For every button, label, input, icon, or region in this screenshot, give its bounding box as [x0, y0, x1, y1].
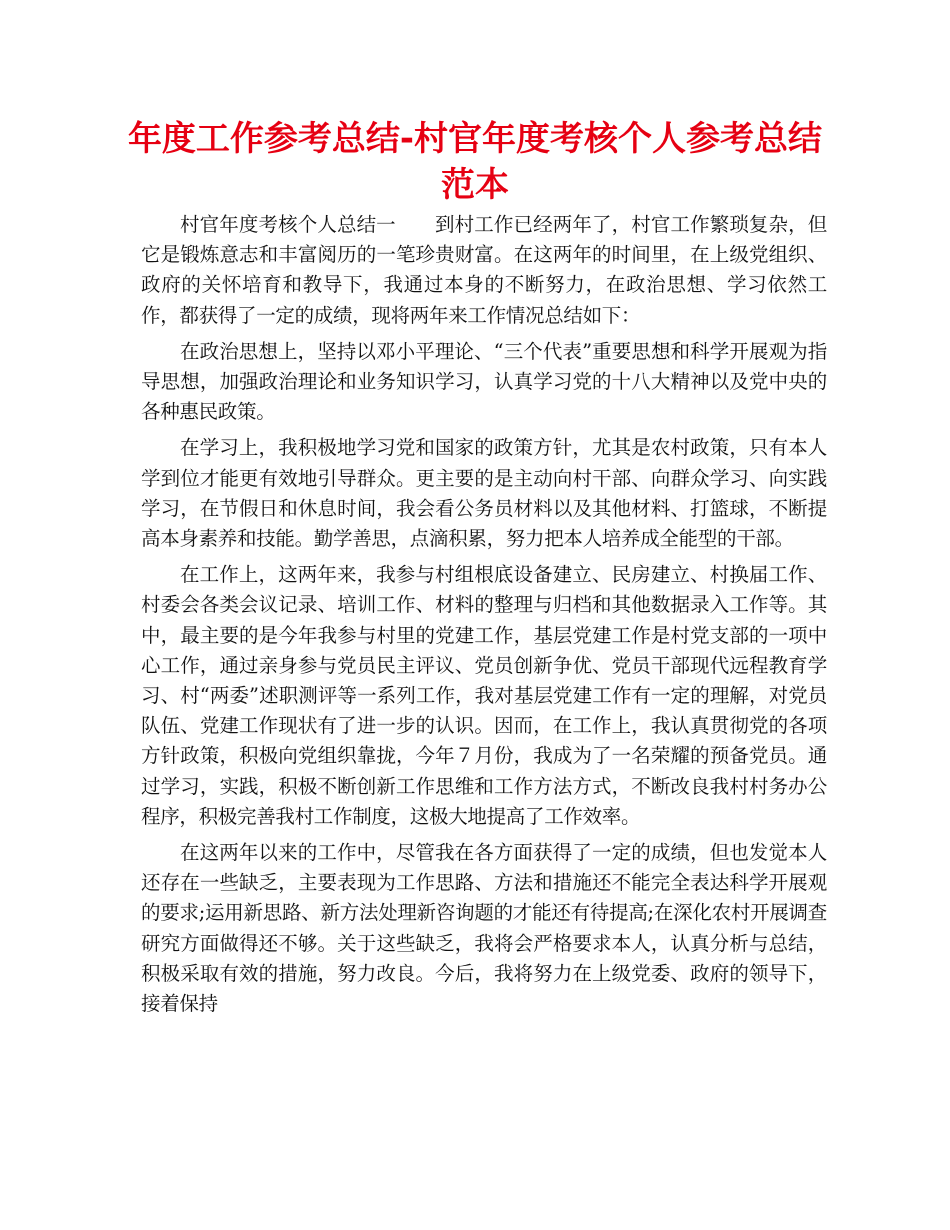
paragraph-study: 在学习上，我积极地学习党和国家的政策方针，尤其是农村政策，只有本人学到位才能更有效地引导群众。更主要的是主动向村干部、向群众学习、向实践学习，在节假日和休息时间，我会看公务员材料以及其他材料、打篮球，不断提高本身素养和技能。勤学善思，点滴积累，努力把本人培养成全能型的干部。 [141, 436, 827, 551]
document-title: 年度工作参考总结-村官年度考核个人参考总结范本 [127, 119, 823, 205]
paragraph-intro: 村官年度考核个人总结一 到村工作已经两年了，村官工作繁琐复杂，但它是锻炼意志和丰富阅历的一笔珍贵财富。在这两年的时间里，在上级党组织、政府的关怀培育和教导下，我通过本身的不断努力，在政治思想、学习依然工作，都获得了一定的成绩，现将两年来工作情况总结如下： [141, 213, 827, 327]
paragraph-politics: 在政治思想上，坚持以邓小平理论、“三个代表”重要思想和科学开展观为指导思想，加强政治理论和业务知识学习，认真学习党的十八大精神以及党中央的各种惠民政策。 [141, 339, 827, 424]
document-body [141, 210, 827, 1019]
paragraph-shortcomings: 在这两年以来的工作中，尽管我在各方面获得了一定的成绩，但也发觉本人还存在一些缺乏，主要表现为工作思路、方法和措施还不能完全表达科学开展观的要求;运用新思路、新方法处理新咨询题的才能还有待提高;在深化农村开展调查研究方面做得还不够。关于这些缺乏，我将会严格要求本人，认真分析与总结，积极采取有效的措施，努力改良。今后，我将努力在上级党委、政府的领导下，接着保持 [141, 841, 827, 1016]
paragraph-work: 在工作上，这两年来，我参与村组根底设备建立、民房建立、村换届工作、村委会各类会议记录、培训工作、材料的整理与归档和其他数据录入工作等。其中，最主要的是今年我参与村里的党建工作，基层党建工作是村党支部的一项中心工作，通过亲身参与党员民主评议、党员创新争优、党员干部现代远程教育学习、村“两委”述职测评等一系列工作，我对基层党建工作有一定的理解，对党员队伍、党建工作现状有了进一步的认识。因而，在工作上，我认真贯彻党的各项方针政策，积极向党组织靠拢，今年７月份，我成为了一名荣耀的预备党员。通过学习，实践，积极不断创新工作思维和工作方法方式，不断改良我村村务办公程序，积极完善我村工作制度，这极大地提高了工作效率。 [141, 563, 827, 828]
